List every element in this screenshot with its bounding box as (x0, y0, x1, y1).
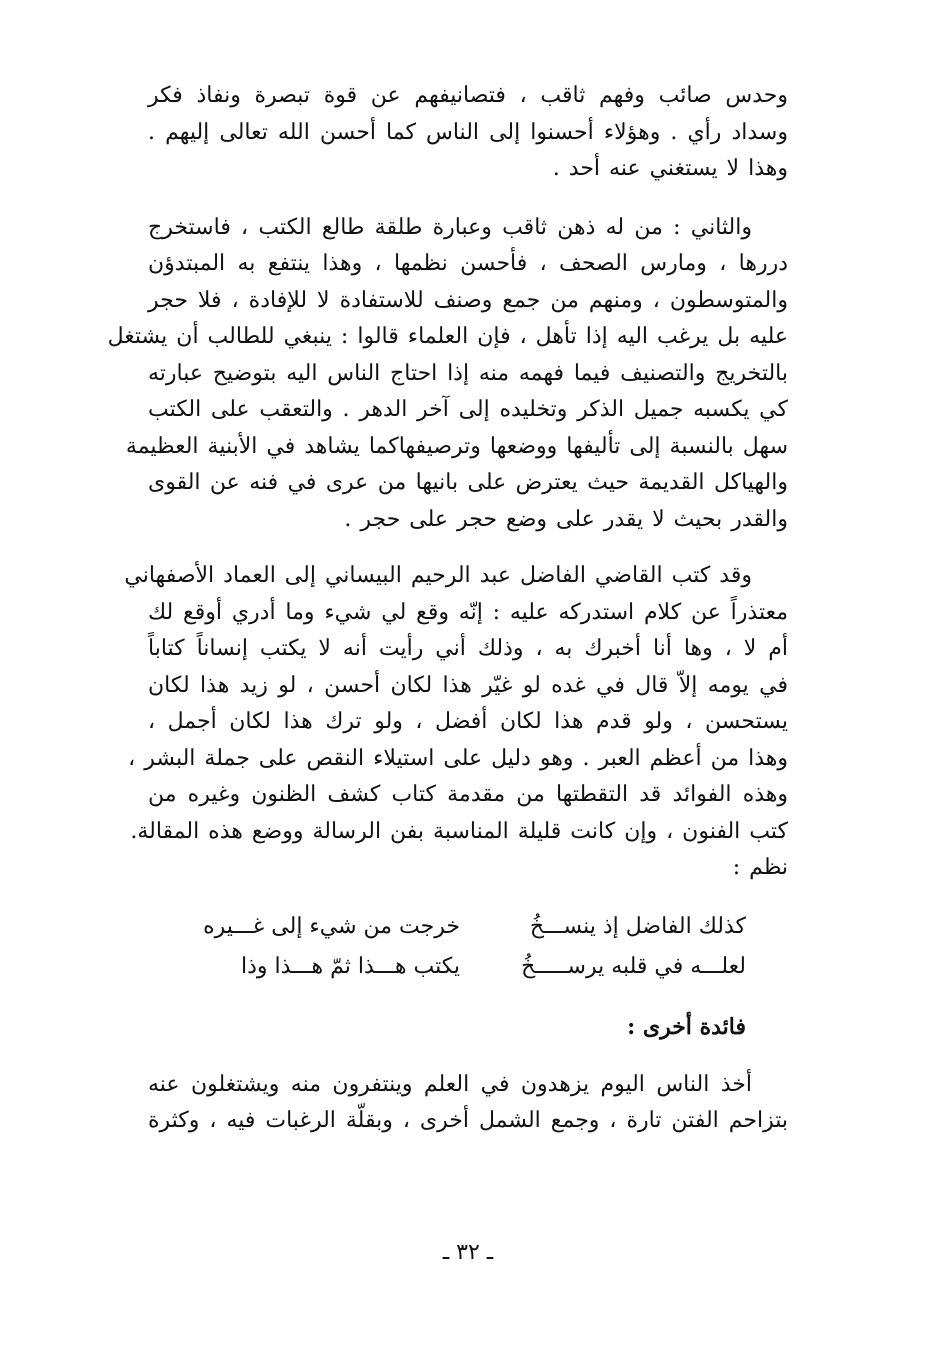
text-line: أم لا ، وها أنا أخبرك به ، وذلك أني رأيت أنه لا يكتب إنساناً كتاباً (148, 636, 788, 661)
text-line: وقد كتب القاضي الفاضل عبد الرحيم البيساني إلى العماد الأصفهاني (124, 563, 752, 588)
text-line: كي يكسبه جميل الذكر وتخليده إلى آخر الدهر . والتعقب على الكتب (148, 397, 788, 422)
poem-verse (148, 907, 788, 947)
verse-second-hemistich: خرجت من شيء إلى غـــيره (203, 913, 460, 939)
text-line: والمتوسطون ، ومنهم من جمع وصنف للاستفادة لا للإفادة ، فلا حجر (148, 287, 788, 313)
text-line: دررها ، ومارس الصحف ، فأحسن نظمها ، وهذا ينتفع به المبتدؤن (148, 251, 788, 276)
text-line: أخذ الناس اليوم يزهدون في العلم وينتفرون منه ويشتغلون عنه (148, 1071, 752, 1097)
text-line: سهل بالنسبة إلى تأليفها ووضعها وترصيفهاكما يشاهد في الأبنية العظيمة (125, 433, 788, 459)
verse-second-hemistich: يكتب هـــذا ثمّ هـــذا وذا (241, 953, 460, 979)
paragraph-4 (148, 1067, 788, 1140)
text-line: والثاني : من له ذهن ثاقب وعبارة طلقة طالع الكتب ، فاستخرج (148, 214, 752, 240)
text-line: وسداد رأي . وهؤلاء أحسنوا إلى الناس كما أحسن الله تعالى إليهم . (148, 119, 788, 145)
text-line: في يومه إلاّ قال في غده لو غيّر هذا لكان أحسن ، لو زيد هذا لكان (148, 672, 788, 698)
text-line: وهذا من أعظم العبر . وهو دليل على استيلاء النقص على جملة البشر ، (128, 745, 788, 771)
text-line: كتب الفنون ، وإن كانت قليلة المناسبة بفن الرسالة ووضع هذه المقالة. (130, 818, 788, 844)
poem-verse (148, 947, 788, 987)
paragraph-1 (148, 78, 788, 188)
section-heading: فائدة أخرى : (627, 1013, 746, 1040)
text-line: بتزاحم الفتن تارة ، وجمع الشمل أخرى ، وبقلّة الرغبات فيه ، وكثرة (148, 1108, 788, 1133)
paragraph-2 (107, 210, 788, 539)
paragraph-3 (124, 558, 788, 887)
poem (148, 907, 788, 987)
verse-first-hemistich: لعلـــه في قلبه يرســـــخُ (521, 953, 746, 979)
text-line: وحدس صائب وفهم ثاقب ، فتصانيفهم عن قوة تبصرة ونفاذ فكر (148, 83, 788, 108)
text-line: والهياكل القديمة حيث يعترض على بانيها من عرى في فنه عن القوى (148, 470, 788, 495)
text-line: عليه بل يرغب اليه إذا تأهل ، فإن العلماء قالوا : ينبغي للطالب أن يشتغل (107, 324, 788, 349)
text-line: وهذا لا يستغني عنه أحد . (552, 156, 788, 181)
text-line: معتذراً عن كلام استدركه عليه : إنّه وقع لي شيء وما أدري أوقع لك (148, 599, 788, 625)
book-page (107, 78, 788, 1278)
verse-first-hemistich: كذلك الفاضل إذ ينســـخُ (529, 913, 746, 939)
text-line: بالتخريج والتصنيف فيما فهمه منه إذا احتاج الناس اليه بتوضيح عبارته (148, 360, 788, 386)
text-line: وهذه الفوائد قد التقطتها من مقدمة كتاب كشف الظنون وغيره من (148, 782, 788, 807)
page-number: ـ ٣٢ ـ (442, 1240, 494, 1265)
text-line: يستحسن ، ولو قدم هذا لكان أفضل ، ولو ترك هذا لكان أجمل ، (148, 709, 788, 734)
text-line: والقدر بحيث لا يقدر على وضع حجر على حجر . (344, 506, 788, 532)
text-line: نظم : (732, 855, 788, 880)
